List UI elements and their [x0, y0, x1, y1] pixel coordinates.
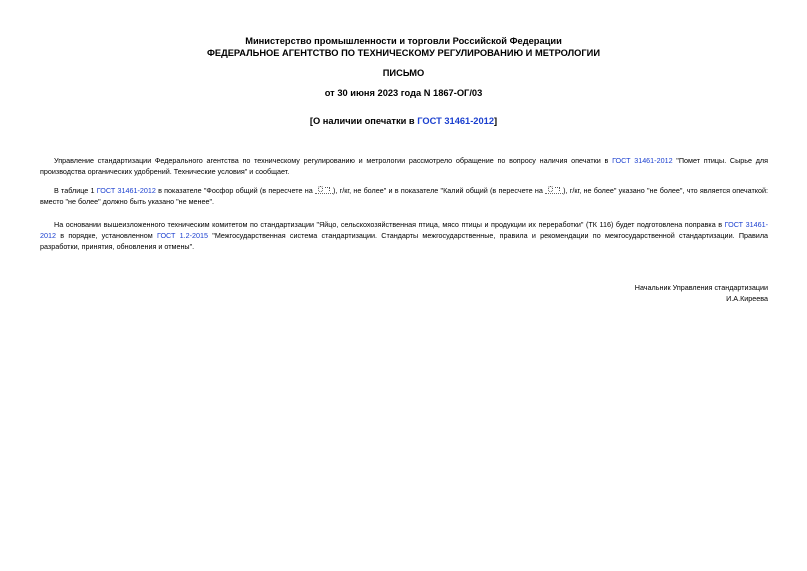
subject-prefix: [О наличии опечатки в	[309, 116, 418, 126]
p3-text-1: На основании вышеизложенного техническим комитетом по стандартизации "Яйцо, сельскохозяйственная птица, мясо птицы и продукции их переработки" (ТК 116) будет подготовлена поправка в	[54, 220, 725, 229]
p2-text-1: В таблице 1	[54, 186, 97, 195]
p3-gost-link[interactable]: ГОСТ 31461-2012	[40, 220, 768, 240]
p2-gost-link[interactable]: ГОСТ 31461-2012	[96, 186, 156, 195]
p2-text-4: ), г/кг, не более" указано "не более", что является опечаткой: вместо "не более" должно быть указано "не менее".	[40, 186, 769, 206]
document-subject	[0, 115, 807, 127]
signatory-position: Начальник Управления стандартизации	[634, 283, 768, 292]
subject-gost-link[interactable]: ГОСТ 31461-2012	[417, 116, 494, 126]
p1-gost-link[interactable]: ГОСТ 31461-2012	[612, 156, 673, 165]
signatory-name: И.А.Киреева	[726, 294, 768, 303]
paragraph-appeal	[40, 155, 768, 177]
p1-text-1: Управление стандартизации Федерального агентства по техническому регулированию и метрологии рассмотрело обращение по вопросу наличия опечатки в	[54, 156, 613, 165]
subject-suffix: ]	[494, 116, 498, 126]
p2-text-3: ), г/кг, не более" и в показателе "Калий общий (в пересчете на	[332, 186, 546, 195]
phosphorus-formula-image	[315, 185, 333, 194]
potassium-formula-image	[545, 185, 563, 194]
p3-text-2: в порядке, установленном	[56, 231, 157, 240]
p3-gost-1-2-link[interactable]: ГОСТ 1.2-2015	[156, 231, 209, 240]
ministry-title: Министерство промышленности и торговли Российской Федерации	[245, 36, 562, 46]
document-type: ПИСЬМО	[382, 68, 425, 78]
p2-text-2: в показателе "Фосфор общий (в пересчете на	[155, 186, 315, 195]
document-date-number: от 30 июня 2023 года N 1867-ОГ/03	[324, 88, 483, 98]
paragraph-typo	[40, 185, 768, 207]
p1-text-2: "Помет птицы. Сырье для производства органических удобрений. Технические условия" и сообщает.	[40, 156, 768, 176]
p3-text-3: "Межгосударственная система стандартизации. Стандарты межгосударственные, правила и рекомендации по межгосударственной стандартизации. Правила разработки, принятия, обновления и отмены".	[40, 231, 769, 251]
agency-title: ФЕДЕРАЛЬНОЕ АГЕНТСТВО ПО ТЕХНИЧЕСКОМУ РЕГУЛИРОВАНИЮ И МЕТРОЛОГИИ	[206, 48, 601, 58]
paragraph-amendment	[40, 219, 768, 252]
